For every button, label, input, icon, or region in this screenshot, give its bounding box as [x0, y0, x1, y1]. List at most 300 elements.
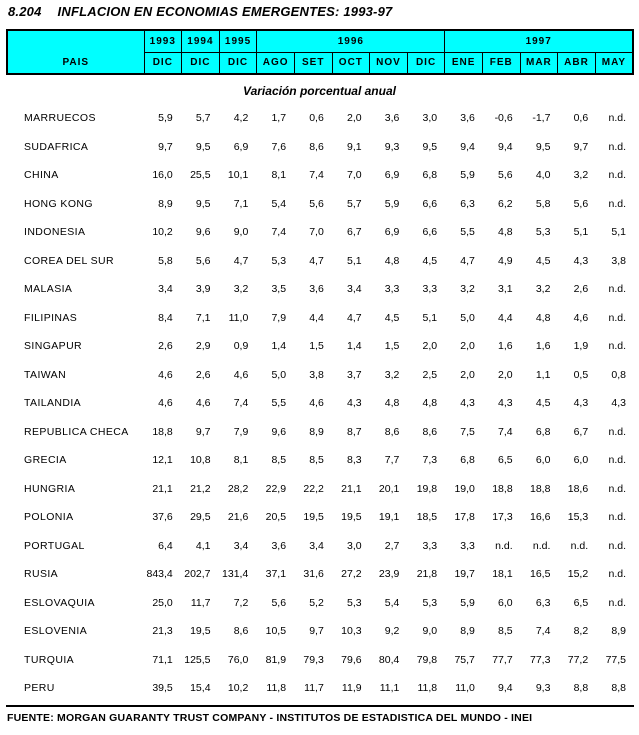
value-cell: 25,5: [190, 169, 211, 182]
value-cell: 9,5: [535, 140, 551, 153]
value-cell: 5,9: [158, 112, 173, 125]
value-cell: 3,3: [422, 283, 438, 296]
table-row: [6, 475, 634, 504]
value-cell: 1,4: [271, 340, 287, 353]
table-body: [6, 104, 634, 703]
value-cell: 4,3: [573, 397, 589, 410]
value-cell: 77,7: [492, 653, 513, 666]
value-cell: n.d.: [608, 197, 626, 210]
value-cell: 10,2: [152, 226, 173, 239]
value-cell: 21,1: [341, 482, 362, 495]
table-row: [6, 361, 634, 390]
data-table: [6, 104, 634, 703]
value-cell: 10,1: [227, 169, 249, 182]
value-cell: 19,0: [454, 482, 475, 495]
table-header: [6, 29, 634, 75]
value-cell: 4,5: [384, 311, 400, 324]
country-label: SINGAPUR: [24, 340, 83, 353]
value-cell: 1,5: [384, 340, 400, 353]
value-cell: 5,6: [573, 197, 589, 210]
value-cell: 3,2: [233, 283, 249, 296]
value-cell: 19,5: [341, 511, 362, 524]
value-cell: 8,5: [498, 625, 513, 638]
value-cell: n.d.: [608, 425, 626, 438]
value-cell: n.d.: [608, 511, 626, 524]
value-cell: 4,5: [535, 254, 551, 267]
value-cell: 2,7: [384, 539, 400, 552]
value-cell: 18,8: [492, 482, 513, 495]
table-row: [6, 532, 634, 561]
value-cell: 7,0: [346, 169, 362, 182]
value-cell: 18,1: [492, 568, 513, 581]
value-cell: 18,8: [529, 482, 551, 495]
value-cell: 16,0: [152, 169, 173, 182]
value-cell: 3,8: [309, 368, 324, 381]
value-cell: 22,2: [303, 482, 324, 495]
value-cell: 5,3: [422, 596, 438, 609]
value-cell: 8,9: [460, 625, 475, 638]
value-cell: 6,0: [573, 454, 589, 467]
value-cell: 8,9: [611, 625, 626, 638]
country-label: COREA DEL SUR: [24, 254, 114, 267]
value-cell: 18,8: [152, 425, 173, 438]
value-cell: 7,4: [498, 425, 513, 438]
value-cell: 3,0: [346, 539, 362, 552]
value-cell: 7,4: [233, 397, 249, 410]
value-cell: 6,6: [422, 226, 438, 239]
table-row: [6, 389, 634, 418]
value-cell: 11,1: [379, 682, 400, 695]
value-cell: 76,0: [227, 653, 249, 666]
value-cell: 10,2: [227, 682, 249, 695]
value-cell: 5,4: [384, 596, 400, 609]
value-cell: 22,9: [265, 482, 287, 495]
value-cell: 0,6: [309, 112, 324, 125]
value-cell: 27,2: [341, 568, 362, 581]
value-cell: 7,4: [535, 625, 551, 638]
value-cell: -1,7: [532, 112, 551, 125]
value-cell: 4,7: [346, 311, 362, 324]
value-cell: 5,6: [195, 254, 211, 267]
value-cell: n.d.: [608, 596, 626, 609]
value-cell: n.d.: [570, 539, 589, 552]
value-cell: 71,1: [152, 653, 173, 666]
value-cell: 2,0: [346, 112, 362, 125]
value-cell: 10,5: [265, 625, 287, 638]
source-note: FUENTE: MORGAN GUARANTY TRUST COMPANY - INSTITUTOS DE ESTADISTICA DEL MUNDO - INEI: [7, 712, 533, 724]
value-cell: 1,9: [573, 340, 589, 353]
value-cell: 7,1: [233, 197, 249, 210]
country-label: MALASIA: [24, 283, 73, 296]
value-cell: 2,6: [573, 283, 589, 296]
value-cell: 9,4: [498, 140, 513, 153]
value-cell: 1,6: [498, 340, 513, 353]
value-cell: 3,8: [611, 254, 626, 267]
value-cell: 80,4: [378, 653, 400, 666]
value-cell: 18,5: [416, 511, 438, 524]
table-row: [6, 275, 634, 304]
month-header: ENE: [445, 52, 483, 74]
table-row: [6, 418, 634, 447]
value-cell: 3,2: [535, 283, 551, 296]
value-cell: n.d.: [608, 169, 626, 182]
value-cell: 28,2: [227, 482, 249, 495]
value-cell: 3,3: [422, 539, 438, 552]
value-cell: 4,5: [535, 397, 551, 410]
value-cell: 5,3: [535, 226, 551, 239]
value-cell: 19,8: [416, 482, 438, 495]
value-cell: 4,3: [573, 254, 589, 267]
value-cell: 8,3: [346, 454, 362, 467]
table-row: [6, 589, 634, 618]
value-cell: 8,9: [158, 197, 173, 210]
value-cell: 5,3: [346, 596, 362, 609]
month-header: MAR: [520, 52, 558, 74]
value-cell: 2,0: [460, 368, 475, 381]
value-cell: 5,4: [271, 197, 287, 210]
value-cell: 9,6: [271, 425, 287, 438]
value-cell: n.d.: [608, 283, 626, 296]
value-cell: 3,4: [233, 539, 249, 552]
value-cell: 4,3: [346, 397, 362, 410]
value-cell: 131,4: [222, 568, 249, 581]
country-label: GRECIA: [24, 454, 67, 467]
table-subtitle: Variación porcentual anual: [243, 84, 396, 98]
value-cell: 3,6: [309, 283, 324, 296]
table-row: [6, 617, 634, 646]
table-row: [6, 104, 634, 133]
value-cell: 8,5: [309, 454, 324, 467]
value-cell: 5,6: [498, 169, 513, 182]
country-label: ESLOVENIA: [24, 625, 88, 638]
value-cell: 9,3: [535, 682, 551, 695]
value-cell: 6,8: [460, 454, 475, 467]
value-cell: 4,7: [309, 254, 324, 267]
value-cell: 0,8: [611, 368, 626, 381]
value-cell: 6,3: [460, 197, 475, 210]
value-cell: 7,7: [384, 454, 400, 467]
month-header: DIC: [219, 52, 257, 74]
month-header: MAY: [595, 52, 633, 74]
value-cell: 8,6: [384, 425, 400, 438]
country-label: FILIPINAS: [24, 311, 78, 324]
value-cell: 5,7: [195, 112, 211, 125]
value-cell: 5,8: [158, 254, 173, 267]
value-cell: 202,7: [184, 568, 211, 581]
country-label: REPUBLICA CHECA: [24, 425, 129, 438]
value-cell: -0,6: [494, 112, 513, 125]
year-header-1994: 1994: [182, 30, 220, 52]
value-cell: 11,0: [455, 682, 475, 695]
value-cell: 7,6: [271, 140, 287, 153]
year-header-1995: 1995: [219, 30, 257, 52]
value-cell: 6,9: [233, 140, 249, 153]
value-cell: n.d.: [608, 140, 626, 153]
value-cell: 4,3: [611, 397, 626, 410]
value-cell: 7,1: [195, 311, 211, 324]
value-cell: 8,1: [233, 454, 249, 467]
value-cell: 79,6: [341, 653, 362, 666]
value-cell: n.d.: [608, 112, 626, 125]
table-row: [6, 133, 634, 162]
value-cell: n.d.: [608, 482, 626, 495]
table-row: [6, 503, 634, 532]
table-number: 8.204: [8, 4, 42, 19]
value-cell: 3,9: [195, 283, 211, 296]
country-label: INDONESIA: [24, 226, 86, 239]
country-label: TURQUIA: [24, 653, 75, 666]
value-cell: 19,5: [303, 511, 324, 524]
value-cell: 81,9: [265, 653, 287, 666]
value-cell: 5,9: [460, 596, 475, 609]
value-cell: 6,5: [498, 454, 513, 467]
value-cell: 8,6: [422, 425, 438, 438]
value-cell: 5,9: [384, 197, 400, 210]
value-cell: 5,6: [309, 197, 324, 210]
value-cell: 3,4: [158, 283, 173, 296]
value-cell: 3,6: [271, 539, 287, 552]
value-cell: 9,2: [384, 625, 400, 638]
value-cell: 79,8: [416, 653, 438, 666]
month-header: SET: [294, 52, 332, 74]
value-cell: 6,7: [346, 226, 362, 239]
value-cell: 3,3: [460, 539, 475, 552]
value-cell: 4,6: [195, 397, 211, 410]
value-cell: 21,6: [227, 511, 249, 524]
value-cell: 2,9: [195, 340, 211, 353]
value-cell: 7,9: [271, 311, 287, 324]
country-label: CHINA: [24, 169, 59, 182]
value-cell: 6,7: [573, 425, 589, 438]
value-cell: 11,8: [266, 682, 287, 695]
value-cell: 19,1: [378, 511, 400, 524]
value-cell: 3,4: [346, 283, 362, 296]
value-cell: 5,8: [535, 197, 551, 210]
value-cell: 3,5: [271, 283, 287, 296]
value-cell: 20,5: [265, 511, 287, 524]
month-header: OCT: [332, 52, 370, 74]
value-cell: 9,3: [384, 140, 400, 153]
value-cell: 4,9: [498, 254, 513, 267]
table-row: [6, 446, 634, 475]
value-cell: 5,0: [460, 311, 475, 324]
value-cell: 6,8: [422, 169, 438, 182]
value-cell: 10,8: [190, 454, 211, 467]
value-cell: 11,7: [304, 682, 324, 695]
value-cell: 16,6: [529, 511, 551, 524]
country-label: PERU: [24, 682, 55, 695]
value-cell: 5,2: [309, 596, 324, 609]
value-cell: 9,7: [309, 625, 324, 638]
value-cell: 9,5: [195, 140, 211, 153]
value-cell: 4,5: [422, 254, 438, 267]
country-label: ESLOVAQUIA: [24, 596, 95, 609]
value-cell: 15,2: [567, 568, 589, 581]
value-cell: 8,1: [271, 169, 287, 182]
value-cell: 3,6: [460, 112, 475, 125]
value-cell: 9,5: [195, 197, 211, 210]
value-cell: 9,0: [422, 625, 438, 638]
value-cell: 4,7: [233, 254, 249, 267]
value-cell: n.d.: [608, 539, 626, 552]
value-cell: 7,3: [422, 454, 438, 467]
value-cell: 8,6: [233, 625, 249, 638]
value-cell: 17,3: [492, 511, 513, 524]
year-header-1996: 1996: [257, 30, 445, 52]
month-header: DIC: [407, 52, 445, 74]
value-cell: 21,3: [152, 625, 173, 638]
value-cell: 5,6: [271, 596, 287, 609]
country-label: HONG KONG: [24, 197, 93, 210]
value-cell: 9,7: [195, 425, 211, 438]
value-cell: 9,1: [346, 140, 362, 153]
table-row: [6, 190, 634, 219]
value-cell: 6,9: [384, 226, 400, 239]
value-cell: 3,3: [384, 283, 400, 296]
value-cell: 7,2: [233, 596, 249, 609]
value-cell: 6,5: [573, 596, 589, 609]
value-cell: 0,6: [573, 112, 589, 125]
value-cell: 79,3: [303, 653, 324, 666]
value-cell: 4,4: [309, 311, 324, 324]
value-cell: 19,7: [454, 568, 475, 581]
country-label: TAILANDIA: [24, 397, 82, 410]
value-cell: 4,7: [460, 254, 475, 267]
value-cell: 17,8: [454, 511, 475, 524]
value-cell: 37,6: [152, 511, 173, 524]
year-header-1993: 1993: [144, 30, 182, 52]
value-cell: 15,4: [190, 682, 211, 695]
value-cell: 5,9: [460, 169, 475, 182]
value-cell: 0,5: [573, 368, 589, 381]
value-cell: 11,7: [190, 596, 211, 609]
value-cell: 7,5: [460, 425, 475, 438]
value-cell: n.d.: [608, 568, 626, 581]
value-cell: 9,4: [498, 682, 513, 695]
month-header: NOV: [370, 52, 408, 74]
value-cell: 6,9: [384, 169, 400, 182]
value-cell: 3,2: [384, 368, 400, 381]
value-cell: 5,5: [271, 397, 287, 410]
value-cell: 7,0: [309, 226, 324, 239]
value-cell: 7,4: [309, 169, 324, 182]
value-cell: 4,8: [535, 311, 551, 324]
value-cell: 8,8: [611, 682, 626, 695]
value-cell: 1,7: [271, 112, 287, 125]
value-cell: 125,5: [184, 653, 211, 666]
value-cell: 5,5: [460, 226, 475, 239]
value-cell: 11,0: [228, 311, 249, 324]
value-cell: 1,4: [346, 340, 362, 353]
value-cell: 4,3: [460, 397, 475, 410]
value-cell: 6,2: [498, 197, 513, 210]
value-cell: 5,1: [611, 226, 626, 239]
table-row: [6, 560, 634, 589]
value-cell: 4,3: [498, 397, 513, 410]
value-cell: 3,7: [346, 368, 362, 381]
month-header: DIC: [144, 52, 182, 74]
value-cell: 4,4: [498, 311, 513, 324]
value-cell: 8,7: [346, 425, 362, 438]
footer-divider: [6, 705, 634, 707]
value-cell: 4,6: [158, 397, 173, 410]
country-label: HUNGRIA: [24, 482, 76, 495]
value-cell: 4,6: [233, 368, 249, 381]
value-cell: 5,1: [346, 254, 362, 267]
value-cell: 9,4: [460, 140, 475, 153]
value-cell: 20,1: [378, 482, 400, 495]
value-cell: 7,9: [233, 425, 249, 438]
value-cell: 8,5: [271, 454, 287, 467]
value-cell: 1,6: [535, 340, 551, 353]
value-cell: n.d.: [532, 539, 551, 552]
value-cell: n.d.: [608, 340, 626, 353]
value-cell: 7,4: [271, 226, 287, 239]
month-header: DIC: [182, 52, 220, 74]
value-cell: 10,3: [341, 625, 362, 638]
value-cell: 2,6: [158, 340, 173, 353]
value-cell: 1,1: [535, 368, 551, 381]
value-cell: 9,7: [158, 140, 173, 153]
value-cell: 3,0: [422, 112, 438, 125]
value-cell: 2,5: [422, 368, 438, 381]
value-cell: 4,6: [573, 311, 589, 324]
value-cell: 77,3: [529, 653, 551, 666]
table-title-text: INFLACION EN ECONOMIAS EMERGENTES: 1993-97: [57, 4, 393, 19]
value-cell: 5,3: [271, 254, 287, 267]
country-label: RUSIA: [24, 568, 59, 581]
value-cell: 2,6: [195, 368, 211, 381]
value-cell: 2,0: [422, 340, 438, 353]
value-cell: 6,6: [422, 197, 438, 210]
value-cell: 21,2: [190, 482, 211, 495]
value-cell: 16,5: [529, 568, 551, 581]
country-label: TAIWAN: [24, 368, 67, 381]
value-cell: 9,7: [573, 140, 589, 153]
value-cell: 11,8: [417, 682, 438, 695]
value-cell: 843,4: [146, 568, 173, 581]
value-cell: 4,1: [195, 539, 211, 552]
value-cell: 3,4: [309, 539, 324, 552]
value-cell: 5,7: [346, 197, 362, 210]
value-cell: 8,9: [309, 425, 324, 438]
value-cell: 1,5: [309, 340, 324, 353]
value-cell: 15,3: [567, 511, 589, 524]
value-cell: n.d.: [608, 311, 626, 324]
value-cell: 37,1: [265, 568, 287, 581]
value-cell: 21,1: [152, 482, 173, 495]
value-cell: 9,5: [422, 140, 438, 153]
value-cell: 6,0: [498, 596, 513, 609]
col-header-pais: PAIS: [7, 30, 144, 74]
value-cell: 9,0: [233, 226, 249, 239]
table-row: [6, 332, 634, 361]
value-cell: 6,0: [535, 454, 551, 467]
value-cell: 77,2: [567, 653, 589, 666]
country-label: PORTUGAL: [24, 539, 85, 552]
value-cell: 6,4: [158, 539, 173, 552]
value-cell: 5,1: [422, 311, 438, 324]
value-cell: 2,0: [498, 368, 513, 381]
value-cell: 3,1: [498, 283, 513, 296]
value-cell: n.d.: [495, 539, 513, 552]
table-row: [6, 304, 634, 333]
table-row: [6, 674, 634, 703]
country-label: SUDAFRICA: [24, 140, 89, 153]
value-cell: 8,6: [309, 140, 324, 153]
value-cell: 31,6: [303, 568, 324, 581]
table-row: [6, 247, 634, 276]
